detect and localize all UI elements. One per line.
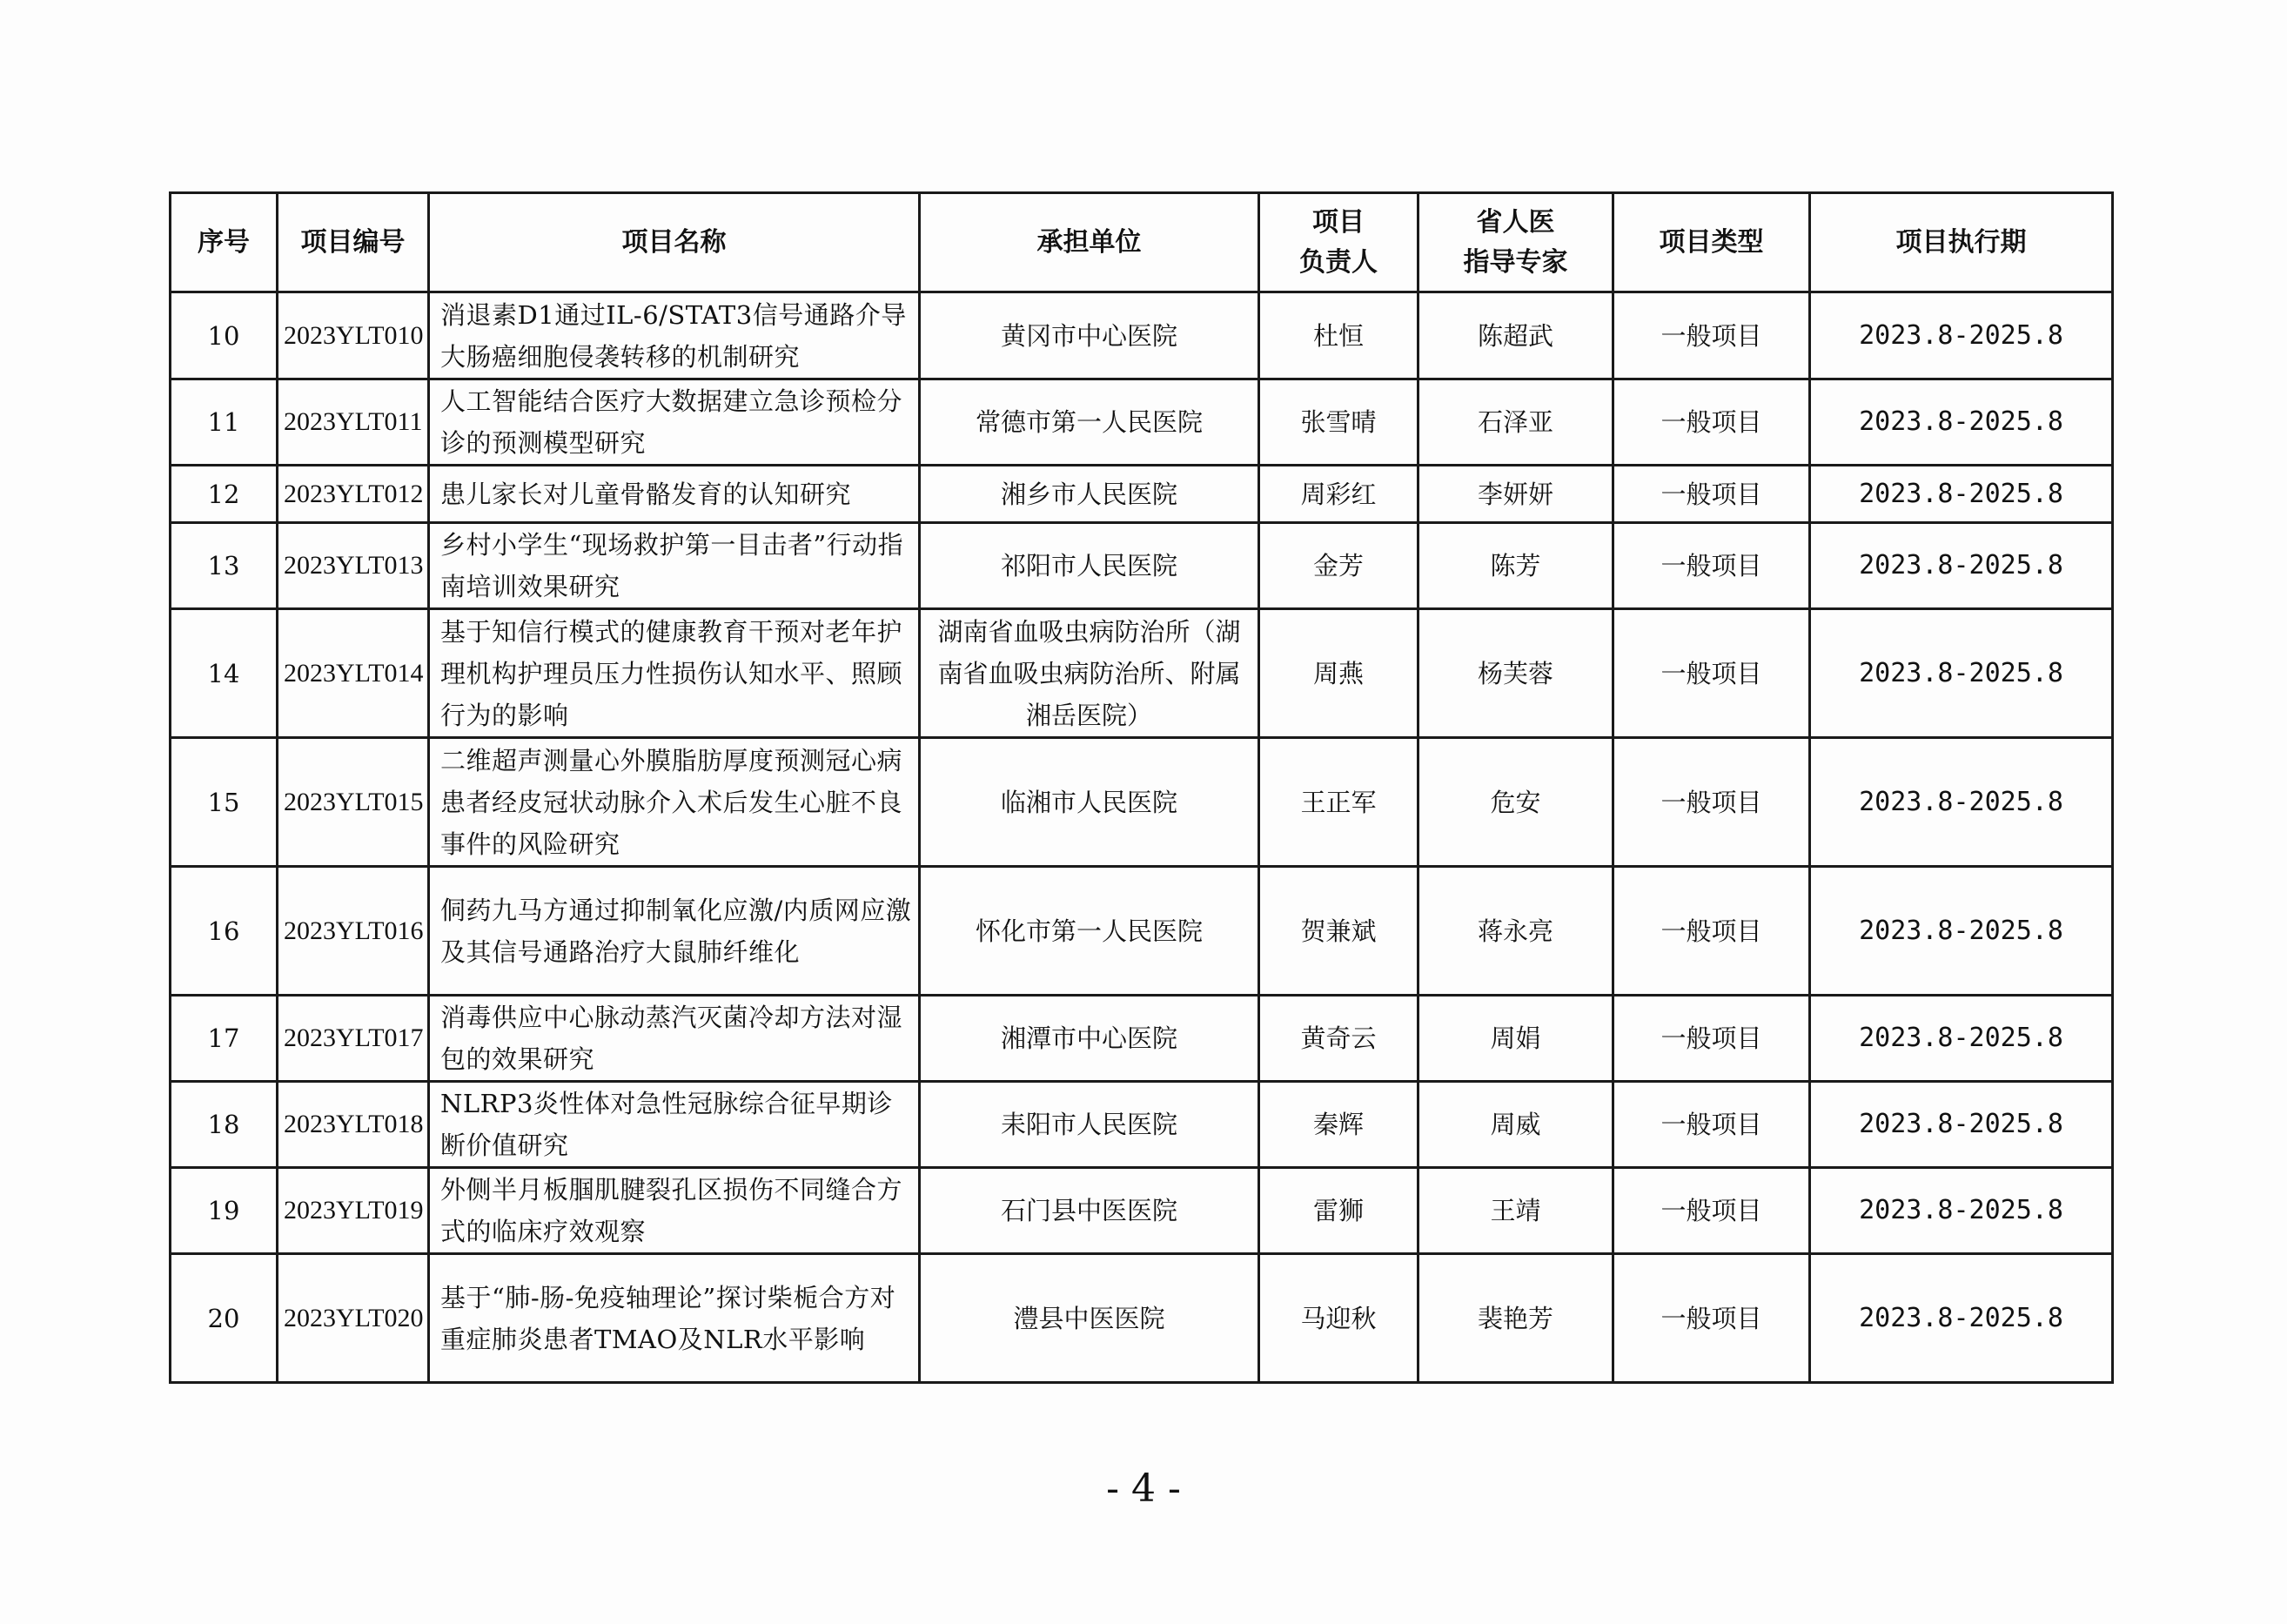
cell-leader: 马迎秋 [1259, 1254, 1418, 1383]
cell-unit: 黄冈市中心医院 [920, 292, 1259, 379]
cell-expert: 陈超武 [1418, 292, 1613, 379]
cell-type: 一般项目 [1613, 292, 1810, 379]
project-table [169, 191, 2114, 1384]
table-row [171, 292, 2113, 379]
table-row [171, 996, 2113, 1082]
cell-code: 2023YLT013 [278, 523, 429, 609]
cell-type: 一般项目 [1613, 867, 1810, 996]
cell-leader: 周燕 [1259, 609, 1418, 738]
cell-period: 2023.8-2025.8 [1810, 996, 2113, 1082]
cell-unit: 祁阳市人民医院 [920, 523, 1259, 609]
header-leader-line1: 项目 [1312, 206, 1365, 238]
table-row [171, 1082, 2113, 1168]
cell-period: 2023.8-2025.8 [1810, 1082, 2113, 1168]
cell-name: 外侧半月板腘肌腱裂孔区损伤不同缝合方式的临床疗效观察 [429, 1168, 920, 1254]
cell-period: 2023.8-2025.8 [1810, 1254, 2113, 1383]
cell-seq: 18 [171, 1082, 278, 1168]
cell-code: 2023YLT017 [278, 996, 429, 1082]
cell-unit: 湘乡市人民医院 [920, 466, 1259, 523]
table-header-row [171, 193, 2113, 292]
cell-name: 乡村小学生“现场救护第一目击者”行动指南培训效果研究 [429, 523, 920, 609]
cell-name: 侗药九马方通过抑制氧化应激/内质网应激及其信号通路治疗大鼠肺纤维化 [429, 867, 920, 996]
cell-unit: 临湘市人民医院 [920, 738, 1259, 867]
cell-type: 一般项目 [1613, 466, 1810, 523]
cell-period: 2023.8-2025.8 [1810, 292, 2113, 379]
cell-code: 2023YLT016 [278, 867, 429, 996]
cell-expert: 杨芙蓉 [1418, 609, 1613, 738]
header-expert [1418, 193, 1613, 292]
header-code: 项目编号 [278, 193, 429, 292]
cell-period: 2023.8-2025.8 [1810, 738, 2113, 867]
cell-name: 基于知信行模式的健康教育干预对老年护理机构护理员压力性损伤认知水平、照顾行为的影响 [429, 609, 920, 738]
header-type: 项目类型 [1613, 193, 1810, 292]
cell-name: 消毒供应中心脉动蒸汽灭菌冷却方法对湿包的效果研究 [429, 996, 920, 1082]
cell-code: 2023YLT012 [278, 466, 429, 523]
cell-unit: 湘潭市中心医院 [920, 996, 1259, 1082]
header-leader-line2: 负责人 [1299, 246, 1378, 278]
cell-seq: 16 [171, 867, 278, 996]
cell-expert: 周娟 [1418, 996, 1613, 1082]
cell-seq: 14 [171, 609, 278, 738]
cell-unit: 澧县中医医院 [920, 1254, 1259, 1383]
cell-seq: 17 [171, 996, 278, 1082]
cell-seq: 10 [171, 292, 278, 379]
cell-type: 一般项目 [1613, 609, 1810, 738]
cell-leader: 王正军 [1259, 738, 1418, 867]
cell-code: 2023YLT020 [278, 1254, 429, 1383]
cell-type: 一般项目 [1613, 996, 1810, 1082]
header-unit: 承担单位 [920, 193, 1259, 292]
cell-name: 二维超声测量心外膜脂肪厚度预测冠心病患者经皮冠状动脉介入术后发生心脏不良事件的风险研究 [429, 738, 920, 867]
cell-leader: 黄奇云 [1259, 996, 1418, 1082]
cell-expert: 危安 [1418, 738, 1613, 867]
cell-type: 一般项目 [1613, 523, 1810, 609]
cell-expert: 王靖 [1418, 1168, 1613, 1254]
header-name: 项目名称 [429, 193, 920, 292]
cell-seq: 20 [171, 1254, 278, 1383]
cell-leader: 秦辉 [1259, 1082, 1418, 1168]
page-number: - 4 - [1106, 1466, 1181, 1511]
cell-period: 2023.8-2025.8 [1810, 523, 2113, 609]
cell-unit: 常德市第一人民医院 [920, 379, 1259, 466]
cell-period: 2023.8-2025.8 [1810, 379, 2113, 466]
table-row [171, 1168, 2113, 1254]
cell-unit: 怀化市第一人民医院 [920, 867, 1259, 996]
cell-seq: 11 [171, 379, 278, 466]
cell-code: 2023YLT019 [278, 1168, 429, 1254]
table-row [171, 466, 2113, 523]
cell-leader: 张雪晴 [1259, 379, 1418, 466]
cell-leader: 周彩红 [1259, 466, 1418, 523]
cell-expert: 蒋永亮 [1418, 867, 1613, 996]
cell-name: 患儿家长对儿童骨骼发育的认知研究 [429, 466, 920, 523]
header-expert-line1: 省人医 [1476, 206, 1555, 238]
cell-type: 一般项目 [1613, 1254, 1810, 1383]
cell-expert: 周威 [1418, 1082, 1613, 1168]
cell-unit: 耒阳市人民医院 [920, 1082, 1259, 1168]
cell-type: 一般项目 [1613, 1168, 1810, 1254]
header-expert-line2: 指导专家 [1463, 246, 1568, 278]
cell-code: 2023YLT018 [278, 1082, 429, 1168]
cell-code: 2023YLT011 [278, 379, 429, 466]
cell-unit: 石门县中医医院 [920, 1168, 1259, 1254]
header-leader [1259, 193, 1418, 292]
table-row [171, 523, 2113, 609]
cell-name: NLRP3炎性体对急性冠脉综合征早期诊断价值研究 [429, 1082, 920, 1168]
cell-type: 一般项目 [1613, 738, 1810, 867]
cell-period: 2023.8-2025.8 [1810, 609, 2113, 738]
cell-type: 一般项目 [1613, 379, 1810, 466]
cell-period: 2023.8-2025.8 [1810, 1168, 2113, 1254]
cell-period: 2023.8-2025.8 [1810, 867, 2113, 996]
table-row [171, 609, 2113, 738]
table-row [171, 867, 2113, 996]
cell-seq: 13 [171, 523, 278, 609]
cell-code: 2023YLT010 [278, 292, 429, 379]
cell-leader: 雷狮 [1259, 1168, 1418, 1254]
cell-leader: 贺兼斌 [1259, 867, 1418, 996]
cell-seq: 15 [171, 738, 278, 867]
cell-leader: 金芳 [1259, 523, 1418, 609]
cell-code: 2023YLT014 [278, 609, 429, 738]
cell-name: 基于“肺-肠-免疫轴理论”探讨柴栀合方对重症肺炎患者TMAO及NLR水平影响 [429, 1254, 920, 1383]
table-row [171, 379, 2113, 466]
cell-expert: 李妍妍 [1418, 466, 1613, 523]
cell-expert: 裴艳芳 [1418, 1254, 1613, 1383]
header-period: 项目执行期 [1810, 193, 2113, 292]
header-seq: 序号 [171, 193, 278, 292]
cell-type: 一般项目 [1613, 1082, 1810, 1168]
cell-name: 消退素D1通过IL-6/STAT3信号通路介导大肠癌细胞侵袭转移的机制研究 [429, 292, 920, 379]
cell-code: 2023YLT015 [278, 738, 429, 867]
table-row [171, 1254, 2113, 1383]
cell-expert: 陈芳 [1418, 523, 1613, 609]
cell-seq: 12 [171, 466, 278, 523]
cell-expert: 石泽亚 [1418, 379, 1613, 466]
cell-name: 人工智能结合医疗大数据建立急诊预检分诊的预测模型研究 [429, 379, 920, 466]
cell-leader: 杜恒 [1259, 292, 1418, 379]
table-row [171, 738, 2113, 867]
cell-seq: 19 [171, 1168, 278, 1254]
cell-period: 2023.8-2025.8 [1810, 466, 2113, 523]
cell-unit: 湖南省血吸虫病防治所（湖南省血吸虫病防治所、附属湘岳医院） [920, 609, 1259, 738]
